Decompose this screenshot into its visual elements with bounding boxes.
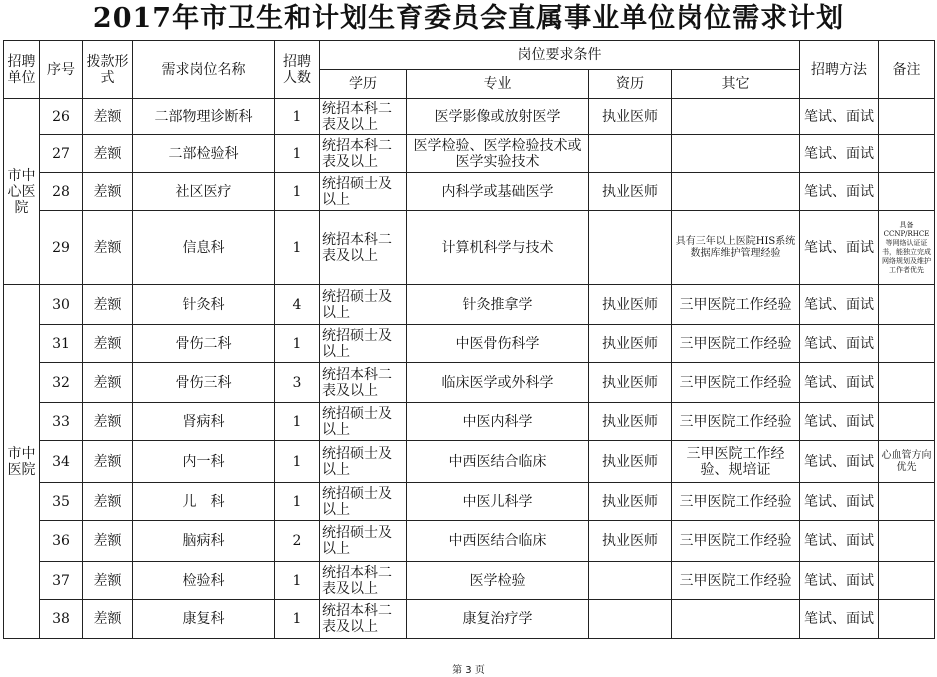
funding-cell: 差额 bbox=[83, 521, 133, 562]
seq-cell: 30 bbox=[40, 285, 83, 325]
seq-cell: 34 bbox=[40, 441, 83, 483]
seq-cell: 29 bbox=[40, 211, 83, 285]
education-cell: 统招硕士及以上 bbox=[320, 483, 407, 521]
table-row bbox=[4, 363, 935, 403]
header-requirements: 岗位要求条件 bbox=[320, 41, 800, 70]
header-other: 其它 bbox=[672, 70, 800, 99]
other-cell: 三甲医院工作经验 bbox=[672, 521, 800, 562]
count-cell: 4 bbox=[275, 285, 320, 325]
qualification-cell bbox=[589, 600, 672, 639]
education-cell: 统招硕士及以上 bbox=[320, 521, 407, 562]
funding-cell: 差额 bbox=[83, 285, 133, 325]
remarks-cell bbox=[879, 325, 935, 363]
seq-cell: 33 bbox=[40, 403, 83, 441]
remarks-cell bbox=[879, 99, 935, 135]
table-row bbox=[4, 521, 935, 562]
major-cell: 临床医学或外科学 bbox=[407, 363, 589, 403]
major-cell: 中西医结合临床 bbox=[407, 441, 589, 483]
method-cell: 笔试、面试 bbox=[800, 135, 879, 173]
count-cell: 1 bbox=[275, 211, 320, 285]
unit-cell: 市中医院 bbox=[4, 285, 40, 639]
position-cell: 针灸科 bbox=[133, 285, 275, 325]
education-cell: 统招本科二表及以上 bbox=[320, 600, 407, 639]
header-education: 学历 bbox=[320, 70, 407, 99]
qualification-cell: 执业医师 bbox=[589, 173, 672, 211]
position-cell: 康复科 bbox=[133, 600, 275, 639]
table-header bbox=[4, 41, 935, 99]
position-cell: 二部检验科 bbox=[133, 135, 275, 173]
other-cell bbox=[672, 99, 800, 135]
recruitment-table bbox=[3, 40, 935, 639]
position-cell: 脑病科 bbox=[133, 521, 275, 562]
major-cell: 中西医结合临床 bbox=[407, 521, 589, 562]
header-seq: 序号 bbox=[40, 41, 83, 99]
table-body bbox=[4, 99, 935, 639]
major-cell: 内科学或基础医学 bbox=[407, 173, 589, 211]
remarks-cell: 具备CCNP/RHCE等网络认证证书，能独立完成网络规划及维护工作者优先 bbox=[879, 211, 935, 285]
major-cell: 中医骨伤科学 bbox=[407, 325, 589, 363]
unit-cell: 市中心医院 bbox=[4, 99, 40, 285]
table-row bbox=[4, 600, 935, 639]
other-cell: 三甲医院工作经验 bbox=[672, 363, 800, 403]
major-cell: 中医内科学 bbox=[407, 403, 589, 441]
other-cell: 三甲医院工作经验、规培证 bbox=[672, 441, 800, 483]
major-cell: 康复治疗学 bbox=[407, 600, 589, 639]
qualification-cell: 执业医师 bbox=[589, 363, 672, 403]
header-count: 招聘人数 bbox=[275, 41, 320, 99]
table-row bbox=[4, 325, 935, 363]
count-cell: 1 bbox=[275, 562, 320, 600]
qualification-cell: 执业医师 bbox=[589, 99, 672, 135]
header-method: 招聘方法 bbox=[800, 41, 879, 99]
other-cell bbox=[672, 600, 800, 639]
table-row bbox=[4, 173, 935, 211]
count-cell: 1 bbox=[275, 325, 320, 363]
header-funding: 拨款形式 bbox=[83, 41, 133, 99]
education-cell: 统招本科二表及以上 bbox=[320, 99, 407, 135]
other-cell: 三甲医院工作经验 bbox=[672, 325, 800, 363]
method-cell: 笔试、面试 bbox=[800, 600, 879, 639]
major-cell: 医学检验 bbox=[407, 562, 589, 600]
other-cell bbox=[672, 135, 800, 173]
seq-cell: 28 bbox=[40, 173, 83, 211]
page-title: 2017年市卫生和计划生育委员会直属事业单位岗位需求计划 bbox=[92, 3, 845, 34]
table-row bbox=[4, 483, 935, 521]
page-number: 第 3 页 bbox=[452, 665, 485, 676]
major-cell: 计算机科学与技术 bbox=[407, 211, 589, 285]
qualification-cell: 执业医师 bbox=[589, 521, 672, 562]
table-row bbox=[4, 211, 935, 285]
count-cell: 1 bbox=[275, 600, 320, 639]
qualification-cell: 执业医师 bbox=[589, 441, 672, 483]
seq-cell: 26 bbox=[40, 99, 83, 135]
remarks-cell bbox=[879, 285, 935, 325]
position-cell: 社区医疗 bbox=[133, 173, 275, 211]
funding-cell: 差额 bbox=[83, 441, 133, 483]
other-cell: 具有三年以上医院HIS系统数据库维护管理经验 bbox=[672, 211, 800, 285]
other-cell: 三甲医院工作经验 bbox=[672, 403, 800, 441]
other-cell: 三甲医院工作经验 bbox=[672, 285, 800, 325]
funding-cell: 差额 bbox=[83, 135, 133, 173]
remarks-cell bbox=[879, 173, 935, 211]
education-cell: 统招本科二表及以上 bbox=[320, 562, 407, 600]
funding-cell: 差额 bbox=[83, 99, 133, 135]
major-cell: 医学检验、医学检验技术或医学实验技术 bbox=[407, 135, 589, 173]
method-cell: 笔试、面试 bbox=[800, 562, 879, 600]
position-cell: 肾病科 bbox=[133, 403, 275, 441]
count-cell: 1 bbox=[275, 135, 320, 173]
education-cell: 统招本科二表及以上 bbox=[320, 363, 407, 403]
education-cell: 统招硕士及以上 bbox=[320, 441, 407, 483]
count-cell: 1 bbox=[275, 403, 320, 441]
remarks-cell: 心血管方向优先 bbox=[879, 441, 935, 483]
method-cell: 笔试、面试 bbox=[800, 483, 879, 521]
other-cell: 三甲医院工作经验 bbox=[672, 483, 800, 521]
position-cell: 骨伤二科 bbox=[133, 325, 275, 363]
method-cell: 笔试、面试 bbox=[800, 403, 879, 441]
education-cell: 统招本科二表及以上 bbox=[320, 211, 407, 285]
table-row bbox=[4, 135, 935, 173]
table-row bbox=[4, 285, 935, 325]
remarks-cell bbox=[879, 483, 935, 521]
method-cell: 笔试、面试 bbox=[800, 285, 879, 325]
position-cell: 内一科 bbox=[133, 441, 275, 483]
remarks-cell bbox=[879, 562, 935, 600]
seq-cell: 32 bbox=[40, 363, 83, 403]
method-cell: 笔试、面试 bbox=[800, 441, 879, 483]
funding-cell: 差额 bbox=[83, 562, 133, 600]
education-cell: 统招本科二表及以上 bbox=[320, 135, 407, 173]
funding-cell: 差额 bbox=[83, 325, 133, 363]
qualification-cell: 执业医师 bbox=[589, 325, 672, 363]
education-cell: 统招硕士及以上 bbox=[320, 173, 407, 211]
method-cell: 笔试、面试 bbox=[800, 99, 879, 135]
method-cell: 笔试、面试 bbox=[800, 521, 879, 562]
position-cell: 二部物理诊断科 bbox=[133, 99, 275, 135]
qualification-cell bbox=[589, 562, 672, 600]
header-position: 需求岗位名称 bbox=[133, 41, 275, 99]
header-remarks: 备注 bbox=[879, 41, 935, 99]
position-cell: 儿 科 bbox=[133, 483, 275, 521]
other-cell bbox=[672, 173, 800, 211]
header-unit: 招聘单位 bbox=[4, 41, 40, 99]
position-cell: 骨伤三科 bbox=[133, 363, 275, 403]
major-cell: 医学影像或放射医学 bbox=[407, 99, 589, 135]
qualification-cell: 执业医师 bbox=[589, 483, 672, 521]
count-cell: 1 bbox=[275, 173, 320, 211]
funding-cell: 差额 bbox=[83, 363, 133, 403]
remarks-cell bbox=[879, 135, 935, 173]
education-cell: 统招硕士及以上 bbox=[320, 325, 407, 363]
position-cell: 检验科 bbox=[133, 562, 275, 600]
method-cell: 笔试、面试 bbox=[800, 325, 879, 363]
count-cell: 1 bbox=[275, 483, 320, 521]
major-cell: 针灸推拿学 bbox=[407, 285, 589, 325]
remarks-cell bbox=[879, 521, 935, 562]
other-cell: 三甲医院工作经验 bbox=[672, 562, 800, 600]
header-major: 专业 bbox=[407, 70, 589, 99]
remarks-cell bbox=[879, 363, 935, 403]
remarks-cell bbox=[879, 403, 935, 441]
method-cell: 笔试、面试 bbox=[800, 211, 879, 285]
funding-cell: 差额 bbox=[83, 483, 133, 521]
qualification-cell: 执业医师 bbox=[589, 403, 672, 441]
funding-cell: 差额 bbox=[83, 173, 133, 211]
count-cell: 3 bbox=[275, 363, 320, 403]
education-cell: 统招硕士及以上 bbox=[320, 403, 407, 441]
table-row bbox=[4, 441, 935, 483]
position-cell: 信息科 bbox=[133, 211, 275, 285]
table-row bbox=[4, 562, 935, 600]
count-cell: 2 bbox=[275, 521, 320, 562]
funding-cell: 差额 bbox=[83, 211, 133, 285]
qualification-cell bbox=[589, 211, 672, 285]
remarks-cell bbox=[879, 600, 935, 639]
method-cell: 笔试、面试 bbox=[800, 173, 879, 211]
seq-cell: 36 bbox=[40, 521, 83, 562]
table-row bbox=[4, 99, 935, 135]
qualification-cell bbox=[589, 135, 672, 173]
header-qualification: 资历 bbox=[589, 70, 672, 99]
seq-cell: 31 bbox=[40, 325, 83, 363]
table-row bbox=[4, 403, 935, 441]
funding-cell: 差额 bbox=[83, 403, 133, 441]
seq-cell: 35 bbox=[40, 483, 83, 521]
education-cell: 统招硕士及以上 bbox=[320, 285, 407, 325]
method-cell: 笔试、面试 bbox=[800, 363, 879, 403]
seq-cell: 38 bbox=[40, 600, 83, 639]
count-cell: 1 bbox=[275, 99, 320, 135]
major-cell: 中医儿科学 bbox=[407, 483, 589, 521]
count-cell: 1 bbox=[275, 441, 320, 483]
seq-cell: 37 bbox=[40, 562, 83, 600]
seq-cell: 27 bbox=[40, 135, 83, 173]
funding-cell: 差额 bbox=[83, 600, 133, 639]
qualification-cell: 执业医师 bbox=[589, 285, 672, 325]
